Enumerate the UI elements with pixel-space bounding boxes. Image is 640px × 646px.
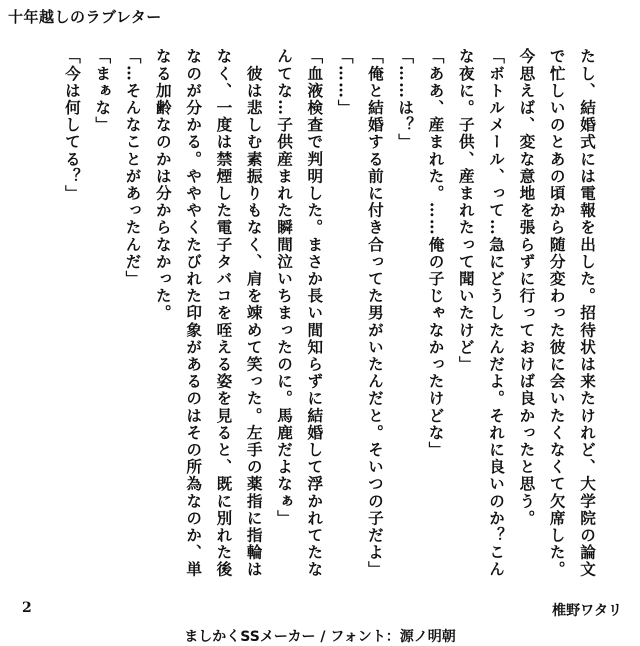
paragraph: 「俺と結婚する前に付き合ってた男がいたんだと。そいつの子だよ」 bbox=[365, 48, 385, 579]
paragraph: 「……は？」 bbox=[396, 48, 416, 151]
paragraph: 「ボトルメール、って…急にどうしたんだよ。それに良いのか？こんな夜に。子供、産まれたって聞いたけど」 bbox=[456, 48, 507, 579]
paragraph: 「……」 bbox=[335, 48, 355, 117]
paragraph: 「今は何してる？」 bbox=[62, 48, 82, 202]
paragraph: 「…そんなことがあったんだ」 bbox=[123, 48, 143, 288]
paragraph: 彼は悲しむ素振りもなく、肩を竦めて笑った。左手の薬指に指輪はなく、一度は禁煙した電子タバコを咥える姿を見ると、既に別れた後なのが分かる。やややくたびれた印象があるのはその所為なのか、単なる加齢なのかは分からなかった。 bbox=[153, 48, 264, 579]
paragraph: 「血液検査で判明した。まさか長い間知らずに結婚して浮かれてたなんてな…子供産まれた瞬間泣いちまったのに。馬鹿だよなぁ」 bbox=[275, 48, 325, 579]
page-number: 2 bbox=[22, 600, 32, 616]
paragraph: 「ああ、産まれた。……俺の子じゃなかったけどな」 bbox=[426, 48, 446, 459]
author-name: 椎野ワタリ bbox=[552, 603, 622, 619]
app-credit: ましかくSSメーカー / フォント：源ノ明朝 bbox=[184, 629, 456, 645]
paragraph: 「まぁな」 bbox=[93, 48, 113, 134]
story-title: 十年越しのラブレター bbox=[8, 8, 162, 26]
story-body bbox=[42, 48, 602, 588]
paragraph: たし、結婚式には電報を出した。招待状は来たけれど、大学院の論文で忙しいのとあの頃から随分変わった彼に会いたくなくて欠席した。今思えば、変な意地を張らずに行っておけば良かったと思う。 bbox=[517, 48, 597, 579]
